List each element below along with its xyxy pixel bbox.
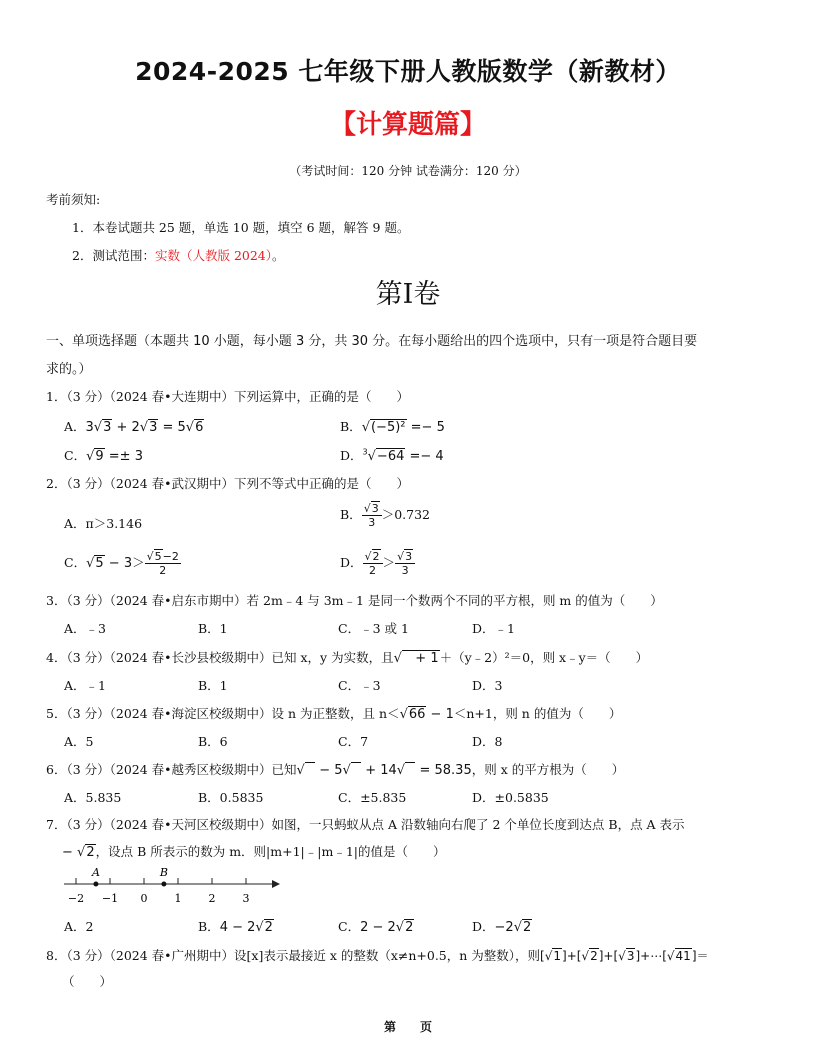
tick-label: 0 (140, 892, 148, 905)
q7-option-d[interactable]: D．−2√2 (472, 919, 532, 935)
volume-title: 第Ⅰ卷 (375, 279, 441, 310)
point-a (93, 882, 98, 887)
q5-stem: 5．（3 分）（2024 春•海淀区校级期中）设 n 为正整数，且 n＜√66 − 1＜n+1，则 n 的值为（ ） (46, 706, 622, 722)
notes-item-1: 1．本卷试题共 25 题，单选 10 题，填空 6 题，解答 9 题。 (72, 220, 410, 235)
q5-stem-b: ＜n+1，则 n 的值为（ ） (453, 706, 622, 721)
page-subtitle: 【计算题篇】 (329, 110, 486, 140)
q2-option-a[interactable]: A．π＞3.146 (64, 516, 143, 531)
point-a-label: A (91, 866, 100, 879)
q3-stem: 3．（3 分）（2024 春•启东市期中）若 2m﹣4 与 3m﹣1 是同一个数两个不同的平方根，则 m 的值为（ ） (46, 593, 663, 608)
q7-stem-line2: − √2，设点 B 所表示的数为 m．则|m+1|﹣|m﹣1|的值是（ ） (62, 844, 446, 860)
q2-stem: 2．（3 分）（2024 春•武汉期中）下列不等式中正确的是（ ） (46, 476, 410, 491)
q4-option-b[interactable]: B．1 (198, 678, 228, 693)
number-line-figure (60, 864, 280, 910)
q1-option-d[interactable]: D．$^3$√−64 =− 4 (340, 447, 444, 464)
tick-label: −2 (67, 892, 85, 905)
q6-option-a[interactable]: A．5.835 (64, 790, 122, 805)
q6-option-b[interactable]: B．0.5835 (198, 790, 264, 805)
q3-option-d[interactable]: D．﹣1 (472, 621, 515, 636)
q1-option-b[interactable]: B．√(−5)² =− 5 (340, 419, 445, 435)
q5-stem-a: 5．（3 分）（2024 春•海淀区校级期中）设 n 为正整数，且 n＜ (46, 706, 400, 721)
point-b-label: B (159, 866, 168, 879)
q8-stem-a: 8．（3 分）（2024 春•广州期中）设[x]表示最接近 x 的整数（x≠n+0.5，n 为整数），则 (46, 948, 541, 963)
q6-stem-a: 6．（3 分）（2024 春•越秀区校级期中）已知 (46, 762, 297, 777)
q6-stem: 6．（3 分）（2024 春•越秀区校级期中）已知√ − 5√ + 14√ = 58.35，则 x 的平方根为（ ） (46, 762, 625, 778)
q8-answer-blank: （ ） (62, 974, 113, 989)
q1-option-c[interactable]: C．√9 =± 3 (64, 448, 143, 464)
q2-option-b-tail: ＞0.732 (381, 507, 430, 522)
q6-option-c[interactable]: C．±5.835 (338, 790, 407, 805)
q5-option-a[interactable]: A．5 (64, 734, 94, 749)
q4-stem-a: 4．（3 分）（2024 春•长沙县校级期中）已知 x，y 为实数，且 (46, 650, 394, 665)
notes-heading: 考前须知: (46, 192, 101, 207)
tick-label: 3 (242, 892, 250, 905)
notes-item-2 (72, 246, 285, 264)
q7-stem-line2-tail: ，设点 B 所表示的数为 m．则|m+1|﹣|m﹣1|的值是（ ） (95, 844, 446, 859)
q7-option-b[interactable]: B．4 − 2√2 (198, 919, 273, 935)
q4-option-c[interactable]: C．﹣3 (338, 678, 381, 693)
q6-option-d[interactable]: D．±0.5835 (472, 790, 549, 805)
q2-option-b[interactable]: B． $\frac{√3}{3}$ ＞0.732 (340, 502, 430, 529)
q2-option-c[interactable]: C．√5 − 3＞ $\frac{√5-2}{2}$ (64, 550, 179, 577)
number-line-arrow (272, 880, 280, 888)
q2-option-d[interactable]: D． $\frac{√2}{2}$ ＞ $\frac{√3}{3}$ (340, 550, 415, 577)
q3-option-c[interactable]: C．﹣3 或 1 (338, 621, 409, 636)
q4-stem: 4．（3 分）（2024 春•长沙县校级期中）已知 x，y 为实数，且√ + 1＋（y﹣2）²＝0，则 x﹣y＝（ ） (46, 650, 649, 666)
test-scope: 实数（人教版 2024） (154, 248, 273, 263)
q3-option-b[interactable]: B．1 (198, 621, 228, 636)
notes-item-2-suffix: 。 (272, 248, 285, 263)
section-heading-line2: 求的。） (46, 362, 92, 377)
page-title: 2024-2025 七年级下册人教版数学（新教材） (135, 57, 681, 86)
q4-option-a[interactable]: A．﹣1 (64, 678, 106, 693)
tick-label: 1 (174, 892, 182, 905)
point-b (161, 882, 166, 887)
q7-stem-line1: 7．（3 分）（2024 春•天河区校级期中）如图，一只蚂蚁从点 A 沿数轴向右爬了 2 个单位长度到达点 B，点 A 表示 (46, 817, 685, 832)
notes-item-2-prefix: 2．测试范围： (72, 248, 155, 263)
q5-option-d[interactable]: D．8 (472, 734, 503, 749)
q1-stem: 1．（3 分）（2024 春•大连期中）下列运算中，正确的是（ ） (46, 389, 410, 404)
section-heading-line1: 一、单项选择题（本题共 10 小题，每小题 3 分，共 30 分。在每小题给出的四个选项中，只有一项是符合题目要 (46, 334, 698, 349)
q6-stem-b: ，则 x 的平方根为（ ） (471, 762, 625, 777)
q5-option-b[interactable]: B．6 (198, 734, 228, 749)
q3-option-a[interactable]: A．﹣3 (64, 621, 106, 636)
exam-info: （考试时间：120 分钟 试卷满分：120 分） (289, 164, 527, 178)
tick-label: −1 (101, 892, 119, 905)
q8-stem: 8．（3 分）（2024 春•广州期中）设[x]表示最接近 x 的整数（x≠n+0.5，n 为整数），则[√1]+[√2]+[√3]+⋯[√41]＝ (46, 948, 709, 963)
q4-stem-b: ＋（y﹣2）²＝0，则 x﹣y＝（ ） (439, 650, 649, 665)
tick-label: 2 (208, 892, 216, 905)
q1-option-a[interactable]: A．3√3 + 2√3 = 5√6 (64, 419, 204, 435)
q7-option-a[interactable]: A．2 (64, 919, 94, 934)
page-footer: 第 页 (383, 1020, 432, 1034)
q4-option-d[interactable]: D．3 (472, 678, 503, 693)
q5-option-c[interactable]: C．7 (338, 734, 369, 749)
q7-option-c[interactable]: C．2 − 2√2 (338, 919, 414, 935)
